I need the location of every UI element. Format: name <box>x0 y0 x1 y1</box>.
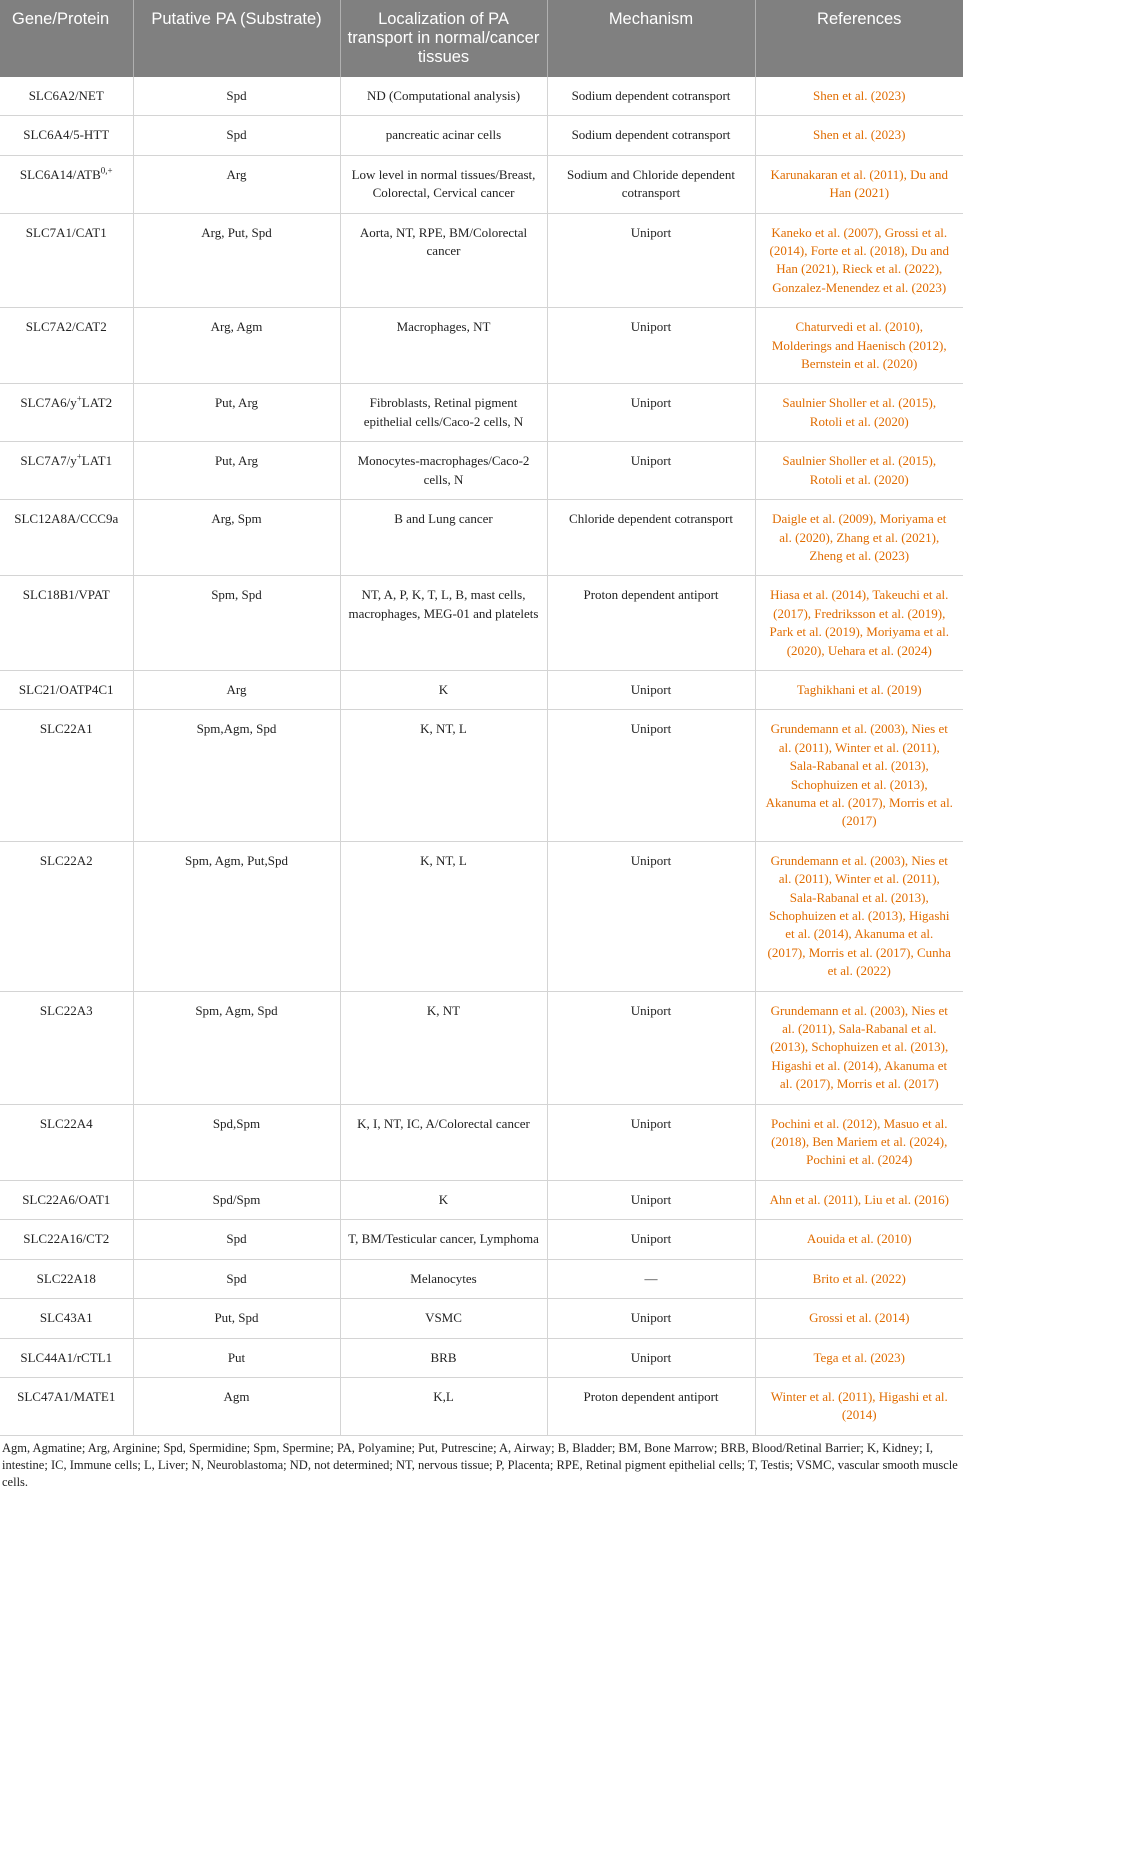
gene-name: SLC21/OATP4C1 <box>18 681 114 697</box>
table-row <box>0 576 963 671</box>
cell-references: Daigle et al. (2009), Moriyama et al. (2020), Zhang et al. (2021), Zheng et al. (2023) <box>755 500 963 576</box>
cell-mechanism: Uniport <box>547 710 755 841</box>
cell-mechanism: Sodium and Chloride dependent cotransport <box>547 155 755 213</box>
table-row <box>0 155 963 213</box>
cell-substrate: Put <box>133 1338 340 1377</box>
table-row <box>0 710 963 841</box>
cell-gene-protein <box>0 308 133 384</box>
gene-superscript: + <box>76 451 82 462</box>
cell-references: Hiasa et al. (2014), Takeuchi et al. (2017), Fredriksson et al. (2019), Park et al. (2019), Moriyama et al. (2020), Uehara et al. (2024) <box>755 576 963 671</box>
cell-substrate: Spd,Spm <box>133 1104 340 1180</box>
cell-gene-protein <box>0 991 133 1104</box>
cell-mechanism: Uniport <box>547 213 755 308</box>
cell-localization: BRB <box>340 1338 547 1377</box>
cell-references: Grundemann et al. (2003), Nies et al. (2011), Winter et al. (2011), Sala-Rabanal et al. (2013), Schophuizen et al. (2013), Higashi et al. (2014), Akanuma et al. (2017), Morris et al. (2017), Cunha et al. (2022) <box>755 841 963 991</box>
cell-mechanism: Sodium dependent cotransport <box>547 77 755 116</box>
cell-gene-protein <box>0 1104 133 1180</box>
cell-gene-protein <box>0 213 133 308</box>
cell-mechanism: Uniport <box>547 841 755 991</box>
cell-substrate: Spd <box>133 1259 340 1298</box>
cell-references: Karunakaran et al. (2011), Du and Han (2021) <box>755 155 963 213</box>
cell-references: Chaturvedi et al. (2010), Molderings and Haenisch (2012), Bernstein et al. (2020) <box>755 308 963 384</box>
cell-references: Grundemann et al. (2003), Nies et al. (2011), Winter et al. (2011), Sala-Rabanal et al. (2013), Schophuizen et al. (2013), Akanuma et al. (2017), Morris et al. (2017) <box>755 710 963 841</box>
cell-localization: K <box>340 1180 547 1219</box>
cell-substrate: Spm, Agm, Put,Spd <box>133 841 340 991</box>
table-row <box>0 841 963 991</box>
cell-gene-protein <box>0 841 133 991</box>
gene-superscript: + <box>76 394 82 405</box>
cell-references: Winter et al. (2011), Higashi et al. (2014) <box>755 1377 963 1435</box>
cell-substrate: Arg, Agm <box>133 308 340 384</box>
cell-localization: K <box>340 670 547 709</box>
gene-name: SLC7A1/CAT1 <box>25 224 107 240</box>
cell-references: Grossi et al. (2014) <box>755 1299 963 1338</box>
table-body <box>0 77 963 1435</box>
cell-references: Aouida et al. (2010) <box>755 1220 963 1259</box>
gene-name: SLC22A4 <box>39 1115 93 1131</box>
cell-substrate: Spd <box>133 116 340 155</box>
table-row <box>0 1104 963 1180</box>
cell-mechanism: Uniport <box>547 308 755 384</box>
gene-name: SLC7A6/y <box>20 395 77 411</box>
cell-mechanism: Uniport <box>547 1220 755 1259</box>
cell-references: Saulnier Sholler et al. (2015), Rotoli et al. (2020) <box>755 384 963 442</box>
table-row <box>0 670 963 709</box>
gene-name: SLC6A14/ATB <box>19 166 101 182</box>
gene-name: SLC22A2 <box>39 852 93 868</box>
cell-localization: K, NT, L <box>340 841 547 991</box>
table-row <box>0 1338 963 1377</box>
cell-substrate: Arg, Put, Spd <box>133 213 340 308</box>
cell-mechanism: Proton dependent antiport <box>547 1377 755 1435</box>
cell-localization: Monocytes-macrophages/Caco-2 cells, N <box>340 442 547 500</box>
gene-name: SLC44A1/rCTL1 <box>20 1349 113 1365</box>
cell-substrate: Spd <box>133 77 340 116</box>
table-header <box>0 0 963 77</box>
cell-references: Tega et al. (2023) <box>755 1338 963 1377</box>
cell-substrate: Put, Arg <box>133 384 340 442</box>
table-row <box>0 1180 963 1219</box>
cell-gene-protein <box>0 710 133 841</box>
table-row <box>0 1299 963 1338</box>
cell-gene-protein <box>0 442 133 500</box>
gene-name: SLC6A2/NET <box>28 88 104 103</box>
cell-gene-protein <box>0 1338 133 1377</box>
cell-references: Brito et al. (2022) <box>755 1259 963 1298</box>
cell-localization: K, NT <box>340 991 547 1104</box>
table-row <box>0 442 963 500</box>
table-row <box>0 384 963 442</box>
cell-localization: Low level in normal tissues/Breast, Colorectal, Cervical cancer <box>340 155 547 213</box>
cell-localization: VSMC <box>340 1299 547 1338</box>
cell-references: Shen et al. (2023) <box>755 77 963 116</box>
cell-gene-protein <box>0 1377 133 1435</box>
gene-name: SLC22A16/CT2 <box>23 1231 110 1247</box>
header-gene-protein: Gene/Protein <box>0 0 133 77</box>
cell-localization: ND (Computational analysis) <box>340 77 547 116</box>
cell-gene-protein <box>0 1299 133 1338</box>
table-footnote: Agm, Agmatine; Arg, Arginine; Spd, Spermidine; Spm, Spermine; PA, Polyamine; Put, Putrescine; A, Airway; B, Bladder; BM, Bone Marrow; BRB, Blood/Retinal Barrier; K, Kidney; I, intestine; IC, Immune cells; L, Liver; N, Neuroblastoma; ND, not determined; NT, nervous tissue; P, Placenta; RPE, Retinal pigment epithelial cells; T, Testis; VSMC, vascular smooth muscle cells. <box>2 1440 958 1489</box>
cell-localization: B and Lung cancer <box>340 500 547 576</box>
gene-name: SLC12A8A/CCC9a <box>14 511 119 527</box>
cell-localization: K, NT, L <box>340 710 547 841</box>
table-row <box>0 991 963 1104</box>
header-row <box>0 0 963 77</box>
cell-substrate: Spd/Spm <box>133 1180 340 1219</box>
cell-mechanism: Uniport <box>547 1338 755 1377</box>
table-row <box>0 308 963 384</box>
cell-localization: NT, A, P, K, T, L, B, mast cells, macrophages, MEG-01 and platelets <box>340 576 547 671</box>
table-row <box>0 500 963 576</box>
cell-mechanism: Uniport <box>547 991 755 1104</box>
table-row <box>0 1259 963 1298</box>
cell-gene-protein <box>0 670 133 709</box>
cell-mechanism: Uniport <box>547 670 755 709</box>
cell-localization: K, I, NT, IC, A/Colorectal cancer <box>340 1104 547 1180</box>
cell-mechanism: Uniport <box>547 1104 755 1180</box>
table-row <box>0 1377 963 1435</box>
cell-references: Ahn et al. (2011), Liu et al. (2016) <box>755 1180 963 1219</box>
header-mechanism: Mechanism <box>547 0 755 77</box>
cell-substrate: Spm,Agm, Spd <box>133 710 340 841</box>
table-row <box>0 1220 963 1259</box>
cell-gene-protein <box>0 500 133 576</box>
cell-substrate: Spm, Agm, Spd <box>133 991 340 1104</box>
gene-name: SLC22A18 <box>36 1270 96 1286</box>
gene-name: SLC7A2/CAT2 <box>25 319 107 335</box>
cell-localization: Fibroblasts, Retinal pigment epithelial cells/Caco-2 cells, N <box>340 384 547 442</box>
gene-suffix: LAT2 <box>81 395 113 411</box>
cell-mechanism: Chloride dependent cotransport <box>547 500 755 576</box>
cell-localization: Melanocytes <box>340 1259 547 1298</box>
cell-references: Grundemann et al. (2003), Nies et al. (2011), Sala-Rabanal et al. (2013), Schophuizen et al. (2013), Higashi et al. (2014), Akanuma et al. (2017), Morris et al. (2017) <box>755 991 963 1104</box>
gene-name: SLC22A6/OAT1 <box>22 1191 111 1207</box>
cell-substrate: Arg <box>133 155 340 213</box>
gene-name: SLC22A3 <box>39 1002 93 1018</box>
gene-name: SLC47A1/MATE1 <box>17 1388 116 1404</box>
cell-gene-protein <box>0 155 133 213</box>
table-row <box>0 116 963 155</box>
gene-name: SLC6A4/5-HTT <box>23 127 110 143</box>
header-localization: Localization of PA transport in normal/cancer tissues <box>340 0 547 77</box>
cell-gene-protein <box>0 576 133 671</box>
cell-mechanism: Uniport <box>547 1180 755 1219</box>
table-row <box>0 77 963 116</box>
gene-name: SLC18B1/VPAT <box>22 587 110 603</box>
cell-localization: pancreatic acinar cells <box>340 116 547 155</box>
cell-gene-protein <box>0 1180 133 1219</box>
cell-mechanism: Uniport <box>547 384 755 442</box>
cell-references: Taghikhani et al. (2019) <box>755 670 963 709</box>
gene-name: SLC22A1 <box>39 721 93 737</box>
cell-substrate: Spm, Spd <box>133 576 340 671</box>
cell-references: Pochini et al. (2012), Masuo et al. (2018), Ben Mariem et al. (2024), Pochini et al. (2024) <box>755 1104 963 1180</box>
cell-localization: Aorta, NT, RPE, BM/Colorectal cancer <box>340 213 547 308</box>
cell-mechanism: Sodium dependent cotransport <box>547 116 755 155</box>
cell-gene-protein <box>0 384 133 442</box>
cell-mechanism: Uniport <box>547 442 755 500</box>
cell-localization: T, BM/Testicular cancer, Lymphoma <box>340 1220 547 1259</box>
cell-substrate: Spd <box>133 1220 340 1259</box>
header-references: References <box>755 0 963 77</box>
cell-substrate: Arg, Spm <box>133 500 340 576</box>
cell-references: Shen et al. (2023) <box>755 116 963 155</box>
gene-suffix: LAT1 <box>81 453 113 469</box>
cell-substrate: Put, Arg <box>133 442 340 500</box>
cell-localization: K,L <box>340 1377 547 1435</box>
cell-gene-protein <box>0 116 133 155</box>
table-row <box>0 213 963 308</box>
cell-substrate: Put, Spd <box>133 1299 340 1338</box>
gene-superscript: 0,+ <box>100 165 113 176</box>
cell-gene-protein <box>0 1259 133 1298</box>
cell-gene-protein <box>0 77 133 116</box>
cell-mechanism: Uniport <box>547 1299 755 1338</box>
cell-gene-protein <box>0 1220 133 1259</box>
cell-substrate: Agm <box>133 1377 340 1435</box>
cell-references: Saulnier Sholler et al. (2015), Rotoli et al. (2020) <box>755 442 963 500</box>
cell-mechanism: — <box>547 1259 755 1298</box>
cell-references: Kaneko et al. (2007), Grossi et al. (2014), Forte et al. (2018), Du and Han (2021), Rieck et al. (2022), Gonzalez-Menendez et al. (2023) <box>755 213 963 308</box>
cell-mechanism: Proton dependent antiport <box>547 576 755 671</box>
gene-name: SLC43A1 <box>39 1310 93 1326</box>
header-substrate: Putative PA (Substrate) <box>133 0 340 77</box>
gene-name: SLC7A7/y <box>20 453 77 469</box>
cell-substrate: Arg <box>133 670 340 709</box>
cell-localization: Macrophages, NT <box>340 308 547 384</box>
